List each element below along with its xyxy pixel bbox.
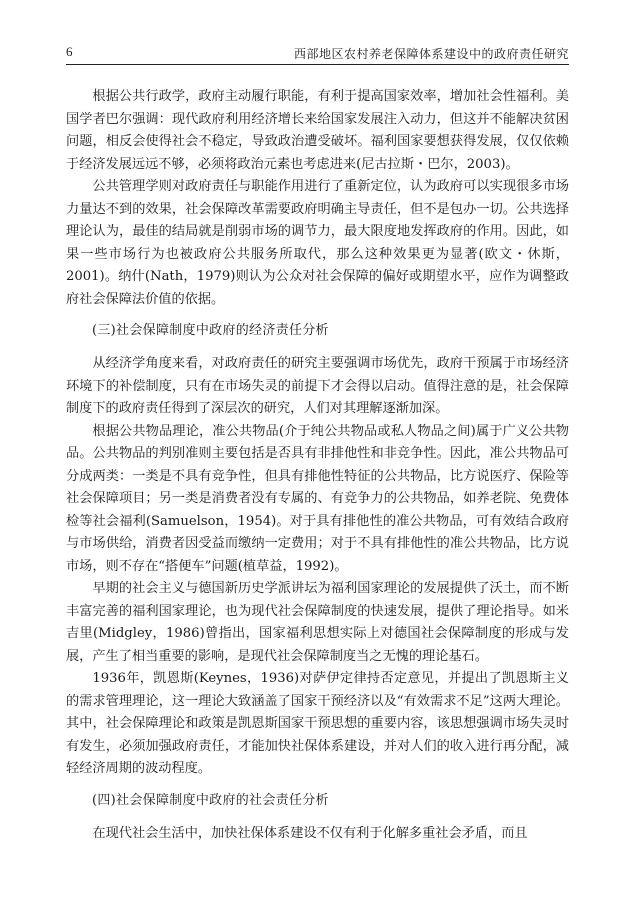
body-text	[66, 86, 569, 845]
section-heading: (四)社会保障制度中政府的社会责任分析	[92, 792, 329, 808]
running-title: 西部地区农村养老保障体系建设中的政府责任研究	[293, 47, 569, 61]
paragraph: 1936年，凯恩斯(Keynes，1936)对萨伊定律持否定意见，并提出了凯恩斯主义的需求管理理论，这一理论大致涵盖了国家干预经济以及“有效需求不足”这两大理论。其中，社会保障理论和政策是凯恩斯国家干预思想的重要内容，该思想强调市场失灵时有发生，必须加强政府责任，才能加快社保体系建设，并对人们的收入进行再分配，减轻经济周期的波动程度。	[66, 671, 569, 776]
paragraph: 根据公共行政学，政府主动履行职能，有利于提高国家效率，增加社会性福利。美国学者巴尔强调：现代政府利用经济增长来给国家发展注入动力，但这并不能解决贫困问题，相反会使得社会不稳定，导致政治遭受破坏。福利国家要想获得发展，仅仅依赖于经济发展远远不够，必须将政治元素也考虑进来(尼古拉斯・巴尔，2003)。	[66, 89, 569, 172]
section-heading: (三)社会保障制度中政府的经济责任分析	[92, 323, 329, 338]
paragraph: 公共管理学则对政府责任与职能作用进行了重新定位，认为政府可以实现很多市场力量达不到的效果，社会保障改革需要政府明确主导责任，但不是包办一切。公共选择理论认为，最佳的结局就是削弱市场的调节力，最大限度地发挥政府的作用。因此，如果一些市场行为也被政府公共服务所取代，那么这种效果更为显著(欧文・休斯，2001)。纳什(Nath，1979)则认为公众对社会保障的偏好或期望水平，应作为调整政府社会保障法价值的依据。	[66, 179, 569, 307]
page-number: 6	[66, 44, 73, 59]
paragraph: 根据公共物品理论，准公共物品(介于纯公共物品或私人物品之间)属于广义公共物品。公共物品的判别准则主要包括是否具有非排他性和非竞争性。因此，准公共物品可分成两类：一类是不具有竞争性，但具有排他性特征的公共物品，比方说医疗、保险等社会保障项目；另一类是消费者没有专属的、有竞争力的公共物品，如养老院、免费体检等社会福利(Samuelson，1954)。对于具有排他性的准公共物品，可有效结合政府与市场供给，消费者因受益而缴纳一定费用；对于不具有排他性的准公共物品，比方说市场，则不存在“搭便车”问题(植草益，1992)。	[66, 423, 569, 574]
paragraph: 在现代社会生活中，加快社保体系建设不仅有利于化解多重社会矛盾，而且	[92, 825, 528, 841]
page-header	[66, 42, 569, 65]
paragraph: 早期的社会主义与德国新历史学派讲坛为福利国家理论的发展提供了沃土，而不断丰富完善的福利国家理论，也为现代社会保障制度的快速发展，提供了理论指导。如米吉里(Midgley，1986)曾指出，国家福利思想实际上对德国社会保障制度的形成与发展，产生了相当重要的影响，是现代社会保障制度当之无愧的理论基石。	[66, 581, 569, 664]
paragraph: 从经济学角度来看，对政府责任的研究主要强调市场优先，政府干预属于市场经济环境下的补偿制度，只有在市场失灵的前提下才会得以启动。值得注意的是，社会保障制度下的政府责任得到了深层次的研究，人们对其理解逐渐加深。	[66, 356, 569, 416]
